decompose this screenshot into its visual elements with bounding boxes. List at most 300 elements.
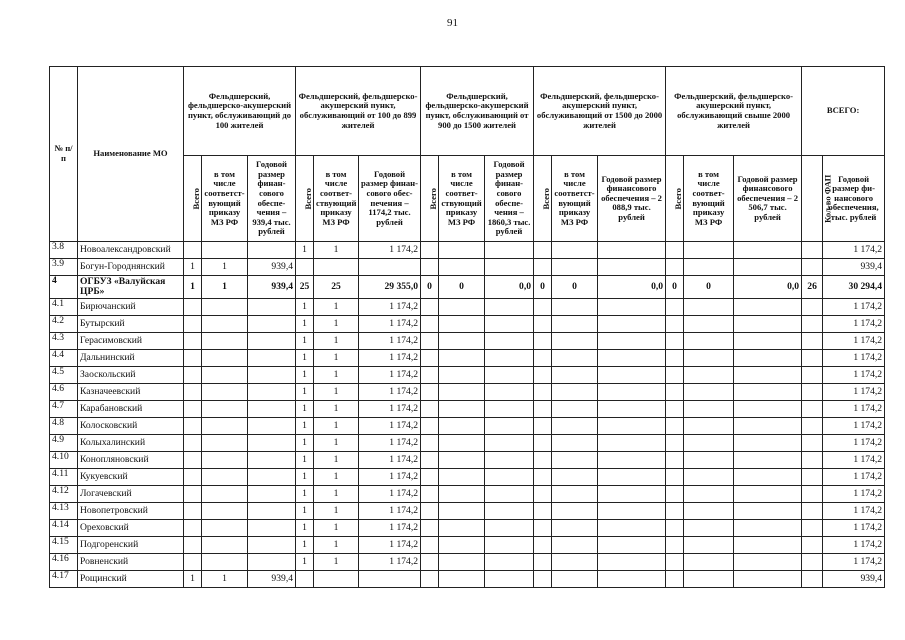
row-total-fin: 1 174,2 xyxy=(823,401,885,418)
header-kol-vo-fap: Кол-во ФАП xyxy=(802,156,823,242)
group-3-fin xyxy=(485,384,534,401)
group-1-vsego: 1 xyxy=(184,571,202,588)
row-total-fin: 1 174,2 xyxy=(823,435,885,452)
group-3-v-tom-chisle xyxy=(439,350,485,367)
group-1-fin: 939,4 xyxy=(248,276,296,299)
group-3-vsego xyxy=(421,242,439,259)
group-3-v-tom-chisle xyxy=(439,537,485,554)
row-fap-count xyxy=(802,418,823,435)
group-1-vsego xyxy=(184,367,202,384)
header-total-fin: Годовой размер фи-нансового обеспечения, тыс. рублей xyxy=(823,156,885,242)
row-name: Бутырский xyxy=(78,316,184,333)
group-4-fin xyxy=(598,316,666,333)
group-2-vsego xyxy=(296,571,314,588)
group-1-fin xyxy=(248,316,296,333)
group-5-fin xyxy=(734,452,802,469)
row-total-fin: 1 174,2 xyxy=(823,299,885,316)
group-2-v-tom-chisle: 1 xyxy=(314,350,359,367)
group-1-v-tom-chisle xyxy=(202,537,248,554)
group-3-fin xyxy=(485,401,534,418)
group-2-v-tom-chisle: 1 xyxy=(314,469,359,486)
group-3-v-tom-chisle: 0 xyxy=(439,276,485,299)
group-2-v-tom-chisle: 1 xyxy=(314,401,359,418)
header-group-3: Фельдшерский, фельдшерско-акушерский пункт, обслуживающий от 900 до 1500 жителей xyxy=(421,67,534,156)
group-3-v-tom-chisle xyxy=(439,571,485,588)
row-name: Подгоренский xyxy=(78,537,184,554)
group-2-fin: 1 174,2 xyxy=(359,469,421,486)
group-3-v-tom-chisle xyxy=(439,554,485,571)
table-row xyxy=(50,259,885,276)
group-1-v-tom-chisle xyxy=(202,486,248,503)
group-5-fin xyxy=(734,571,802,588)
row-total-fin: 1 174,2 xyxy=(823,537,885,554)
group-3-fin xyxy=(485,299,534,316)
group-3-vsego xyxy=(421,418,439,435)
group-1-v-tom-chisle xyxy=(202,418,248,435)
row-fap-count xyxy=(802,486,823,503)
table-row xyxy=(50,520,885,537)
group-3-fin xyxy=(485,435,534,452)
group-4-fin xyxy=(598,384,666,401)
row-total-fin: 1 174,2 xyxy=(823,316,885,333)
row-name: ОГБУЗ «Валуйская ЦРБ» xyxy=(78,276,184,299)
group-3-fin xyxy=(485,537,534,554)
group-5-vsego xyxy=(666,571,684,588)
group-5-fin xyxy=(734,367,802,384)
header-num: № п/п xyxy=(50,67,78,242)
group-2-fin xyxy=(359,571,421,588)
group-4-v-tom-chisle xyxy=(552,469,598,486)
group-1-v-tom-chisle xyxy=(202,503,248,520)
row-fap-count xyxy=(802,350,823,367)
group-3-fin xyxy=(485,469,534,486)
group-4-fin xyxy=(598,520,666,537)
header-vtom-5: в том числе соответ-вующий приказу МЗ РФ xyxy=(684,156,734,242)
group-1-v-tom-chisle: 1 xyxy=(202,571,248,588)
row-number: 4.9 xyxy=(50,435,78,452)
group-5-vsego xyxy=(666,316,684,333)
group-2-vsego: 1 xyxy=(296,537,314,554)
group-4-fin xyxy=(598,350,666,367)
group-2-vsego: 1 xyxy=(296,503,314,520)
header-godovoy-1: Годовой размер финан-сового обеспе-чения – 939,4 тыс. рублей xyxy=(248,156,296,242)
row-fap-count xyxy=(802,571,823,588)
group-4-v-tom-chisle xyxy=(552,537,598,554)
group-2-v-tom-chisle: 1 xyxy=(314,537,359,554)
group-4-vsego xyxy=(534,554,552,571)
group-5-v-tom-chisle xyxy=(684,520,734,537)
group-4-vsego xyxy=(534,452,552,469)
group-3-v-tom-chisle xyxy=(439,486,485,503)
group-3-fin xyxy=(485,350,534,367)
row-fap-count xyxy=(802,520,823,537)
row-number: 4.16 xyxy=(50,554,78,571)
group-4-fin xyxy=(598,503,666,520)
group-2-vsego xyxy=(296,259,314,276)
table-row xyxy=(50,401,885,418)
group-4-fin xyxy=(598,571,666,588)
row-fap-count xyxy=(802,242,823,259)
group-2-v-tom-chisle: 1 xyxy=(314,384,359,401)
group-3-vsego xyxy=(421,350,439,367)
group-2-vsego: 1 xyxy=(296,486,314,503)
group-5-fin xyxy=(734,384,802,401)
header-vtom-1: в том числе соответст-вующий приказу МЗ РФ xyxy=(202,156,248,242)
group-1-fin xyxy=(248,350,296,367)
row-number: 4.14 xyxy=(50,520,78,537)
row-total-fin: 939,4 xyxy=(823,259,885,276)
group-4-vsego xyxy=(534,418,552,435)
group-2-fin: 1 174,2 xyxy=(359,520,421,537)
group-4-fin xyxy=(598,367,666,384)
group-2-v-tom-chisle: 1 xyxy=(314,503,359,520)
group-1-vsego xyxy=(184,242,202,259)
header-vtom-2: в том числе соответ-ствующий приказу МЗ РФ xyxy=(314,156,359,242)
group-5-fin xyxy=(734,503,802,520)
table-header xyxy=(50,67,885,242)
group-4-fin xyxy=(598,486,666,503)
group-5-v-tom-chisle xyxy=(684,242,734,259)
table-row xyxy=(50,469,885,486)
header-godovoy-4: Годовой размер финансового обеспечения – 2 088,9 тыс. рублей xyxy=(598,156,666,242)
row-fap-count xyxy=(802,435,823,452)
group-2-fin: 1 174,2 xyxy=(359,384,421,401)
group-4-fin xyxy=(598,259,666,276)
group-5-vsego xyxy=(666,435,684,452)
group-1-fin xyxy=(248,486,296,503)
group-4-v-tom-chisle xyxy=(552,435,598,452)
group-1-v-tom-chisle xyxy=(202,435,248,452)
group-2-v-tom-chisle xyxy=(314,571,359,588)
group-3-fin xyxy=(485,503,534,520)
row-total-fin: 1 174,2 xyxy=(823,242,885,259)
group-5-v-tom-chisle xyxy=(684,259,734,276)
group-1-fin xyxy=(248,418,296,435)
group-4-v-tom-chisle xyxy=(552,401,598,418)
group-5-vsego xyxy=(666,469,684,486)
group-4-fin xyxy=(598,554,666,571)
group-2-fin: 1 174,2 xyxy=(359,242,421,259)
row-number: 4.8 xyxy=(50,418,78,435)
header-godovoy-5: Годовой размер финансового обеспечения – 2 506,7 тыс. рублей xyxy=(734,156,802,242)
group-1-vsego: 1 xyxy=(184,259,202,276)
group-4-vsego xyxy=(534,486,552,503)
group-3-v-tom-chisle xyxy=(439,316,485,333)
header-name: Наименование МО xyxy=(78,67,184,242)
group-4-v-tom-chisle xyxy=(552,367,598,384)
group-5-fin xyxy=(734,316,802,333)
row-number: 4.1 xyxy=(50,299,78,316)
group-2-v-tom-chisle: 1 xyxy=(314,554,359,571)
row-name: Карабановский xyxy=(78,401,184,418)
group-5-v-tom-chisle xyxy=(684,554,734,571)
row-name: Кукуевский xyxy=(78,469,184,486)
group-5-v-tom-chisle xyxy=(684,333,734,350)
group-1-v-tom-chisle xyxy=(202,299,248,316)
row-total-fin: 1 174,2 xyxy=(823,367,885,384)
group-4-vsego xyxy=(534,316,552,333)
group-3-vsego xyxy=(421,571,439,588)
group-5-vsego xyxy=(666,259,684,276)
group-2-vsego: 1 xyxy=(296,299,314,316)
group-5-fin xyxy=(734,537,802,554)
group-5-v-tom-chisle xyxy=(684,571,734,588)
group-1-fin xyxy=(248,435,296,452)
group-2-vsego: 1 xyxy=(296,469,314,486)
group-4-v-tom-chisle xyxy=(552,316,598,333)
group-4-v-tom-chisle xyxy=(552,554,598,571)
group-3-fin xyxy=(485,333,534,350)
group-2-fin: 1 174,2 xyxy=(359,350,421,367)
group-2-fin: 1 174,2 xyxy=(359,503,421,520)
row-fap-count: 26 xyxy=(802,276,823,299)
row-number: 4.7 xyxy=(50,401,78,418)
group-3-vsego: 0 xyxy=(421,276,439,299)
row-number: 4.13 xyxy=(50,503,78,520)
group-4-vsego xyxy=(534,259,552,276)
table-row xyxy=(50,242,885,259)
table-row xyxy=(50,452,885,469)
group-3-v-tom-chisle xyxy=(439,435,485,452)
row-number: 4.15 xyxy=(50,537,78,554)
group-5-vsego xyxy=(666,503,684,520)
group-5-vsego xyxy=(666,554,684,571)
group-1-v-tom-chisle xyxy=(202,367,248,384)
group-4-v-tom-chisle xyxy=(552,299,598,316)
table-row xyxy=(50,554,885,571)
group-2-v-tom-chisle: 1 xyxy=(314,486,359,503)
group-4-v-tom-chisle xyxy=(552,242,598,259)
row-name: Заоскольский xyxy=(78,367,184,384)
table-row xyxy=(50,316,885,333)
group-5-v-tom-chisle xyxy=(684,486,734,503)
group-3-v-tom-chisle xyxy=(439,299,485,316)
group-3-fin xyxy=(485,418,534,435)
group-5-fin xyxy=(734,333,802,350)
group-1-v-tom-chisle: 1 xyxy=(202,259,248,276)
header-group-2: Фельдшерский, фельдшерско-акушерский пункт, обслуживающий от 100 до 899 жителей xyxy=(296,67,421,156)
group-3-fin xyxy=(485,554,534,571)
group-1-v-tom-chisle: 1 xyxy=(202,276,248,299)
row-name: Колыхалинский xyxy=(78,435,184,452)
row-total-fin: 1 174,2 xyxy=(823,503,885,520)
row-fap-count xyxy=(802,452,823,469)
group-4-fin xyxy=(598,452,666,469)
group-4-v-tom-chisle xyxy=(552,418,598,435)
group-2-vsego: 1 xyxy=(296,554,314,571)
group-2-fin: 1 174,2 xyxy=(359,333,421,350)
table-row xyxy=(50,503,885,520)
group-4-v-tom-chisle xyxy=(552,571,598,588)
group-5-v-tom-chisle xyxy=(684,452,734,469)
group-4-fin xyxy=(598,333,666,350)
row-fap-count xyxy=(802,554,823,571)
row-total-fin: 1 174,2 xyxy=(823,469,885,486)
row-number: 4.3 xyxy=(50,333,78,350)
group-3-fin xyxy=(485,367,534,384)
group-2-v-tom-chisle xyxy=(314,259,359,276)
row-number: 3.9 xyxy=(50,259,78,276)
group-5-vsego xyxy=(666,384,684,401)
table-row xyxy=(50,333,885,350)
row-fap-count xyxy=(802,333,823,350)
group-4-v-tom-chisle xyxy=(552,452,598,469)
table-row xyxy=(50,486,885,503)
group-4-vsego xyxy=(534,299,552,316)
group-3-vsego xyxy=(421,554,439,571)
table-row xyxy=(50,350,885,367)
group-5-v-tom-chisle xyxy=(684,469,734,486)
group-1-v-tom-chisle xyxy=(202,401,248,418)
group-4-fin xyxy=(598,299,666,316)
group-2-vsego: 1 xyxy=(296,435,314,452)
header-vtom-3: в том числе соответ-ствующий приказу МЗ РФ xyxy=(439,156,485,242)
group-5-fin xyxy=(734,486,802,503)
group-2-v-tom-chisle: 1 xyxy=(314,242,359,259)
group-4-v-tom-chisle xyxy=(552,259,598,276)
header-godovoy-2: Годовой размер финан-сового обес-печения – 1174,2 тыс. рублей xyxy=(359,156,421,242)
table-row xyxy=(50,418,885,435)
row-total-fin: 1 174,2 xyxy=(823,554,885,571)
group-3-v-tom-chisle xyxy=(439,242,485,259)
row-fap-count xyxy=(802,299,823,316)
row-total-fin: 1 174,2 xyxy=(823,418,885,435)
group-4-v-tom-chisle xyxy=(552,384,598,401)
table-row xyxy=(50,435,885,452)
group-2-v-tom-chisle: 1 xyxy=(314,435,359,452)
row-total-fin: 30 294,4 xyxy=(823,276,885,299)
group-3-v-tom-chisle xyxy=(439,418,485,435)
group-3-v-tom-chisle xyxy=(439,367,485,384)
group-1-vsego xyxy=(184,435,202,452)
group-3-vsego xyxy=(421,503,439,520)
group-2-fin xyxy=(359,259,421,276)
group-5-vsego xyxy=(666,520,684,537)
group-3-fin xyxy=(485,242,534,259)
table-row xyxy=(50,571,885,588)
group-2-fin: 1 174,2 xyxy=(359,554,421,571)
group-3-vsego xyxy=(421,520,439,537)
group-2-fin: 1 174,2 xyxy=(359,418,421,435)
group-1-vsego xyxy=(184,350,202,367)
group-5-fin xyxy=(734,401,802,418)
group-2-vsego: 1 xyxy=(296,316,314,333)
table-body xyxy=(50,242,885,588)
group-2-fin: 1 174,2 xyxy=(359,316,421,333)
group-4-fin xyxy=(598,435,666,452)
group-5-vsego xyxy=(666,401,684,418)
group-4-v-tom-chisle: 0 xyxy=(552,276,598,299)
group-1-fin xyxy=(248,367,296,384)
group-5-vsego: 0 xyxy=(666,276,684,299)
group-2-fin: 1 174,2 xyxy=(359,299,421,316)
group-4-vsego xyxy=(534,503,552,520)
group-5-vsego xyxy=(666,486,684,503)
group-2-v-tom-chisle: 1 xyxy=(314,367,359,384)
group-3-fin xyxy=(485,452,534,469)
group-5-fin xyxy=(734,299,802,316)
row-fap-count xyxy=(802,503,823,520)
group-1-fin xyxy=(248,452,296,469)
group-3-vsego xyxy=(421,486,439,503)
group-3-vsego xyxy=(421,469,439,486)
group-1-v-tom-chisle xyxy=(202,242,248,259)
group-4-vsego xyxy=(534,350,552,367)
group-4-vsego xyxy=(534,384,552,401)
row-name: Бирючанский xyxy=(78,299,184,316)
group-1-vsego: 1 xyxy=(184,276,202,299)
group-1-vsego xyxy=(184,554,202,571)
row-fap-count xyxy=(802,537,823,554)
group-4-vsego xyxy=(534,401,552,418)
header-group-4: Фельдшерский, фельдшерско-акушерский пункт, обслуживающий от 1500 до 2000 жителей xyxy=(534,67,666,156)
header-vsego-3: Всего xyxy=(421,156,439,242)
group-1-vsego xyxy=(184,537,202,554)
row-name: Конопляновский xyxy=(78,452,184,469)
group-1-vsego xyxy=(184,520,202,537)
group-2-fin: 1 174,2 xyxy=(359,367,421,384)
group-3-vsego xyxy=(421,259,439,276)
row-name: Ровненский xyxy=(78,554,184,571)
header-vsego-1: Всего xyxy=(184,156,202,242)
group-1-vsego xyxy=(184,486,202,503)
row-number: 4.10 xyxy=(50,452,78,469)
row-total-fin: 1 174,2 xyxy=(823,333,885,350)
row-name: Колосковский xyxy=(78,418,184,435)
row-name: Богун-Городнянский xyxy=(78,259,184,276)
group-3-v-tom-chisle xyxy=(439,452,485,469)
group-3-v-tom-chisle xyxy=(439,401,485,418)
header-total: ВСЕГО: xyxy=(802,67,885,156)
group-1-fin xyxy=(248,333,296,350)
group-2-fin: 1 174,2 xyxy=(359,486,421,503)
group-1-fin: 939,4 xyxy=(248,259,296,276)
row-fap-count xyxy=(802,384,823,401)
group-4-vsego xyxy=(534,520,552,537)
group-3-fin xyxy=(485,571,534,588)
group-3-vsego xyxy=(421,435,439,452)
row-name: Ореховский xyxy=(78,520,184,537)
row-fap-count xyxy=(802,401,823,418)
row-number: 4.11 xyxy=(50,469,78,486)
group-2-fin: 1 174,2 xyxy=(359,452,421,469)
group-5-v-tom-chisle xyxy=(684,503,734,520)
row-name: Казначеевский xyxy=(78,384,184,401)
group-5-vsego xyxy=(666,350,684,367)
group-5-fin xyxy=(734,242,802,259)
row-total-fin: 1 174,2 xyxy=(823,520,885,537)
row-total-fin: 1 174,2 xyxy=(823,350,885,367)
row-total-fin: 939,4 xyxy=(823,571,885,588)
group-5-v-tom-chisle: 0 xyxy=(684,276,734,299)
row-name: Герасимовский xyxy=(78,333,184,350)
group-1-fin xyxy=(248,520,296,537)
group-3-v-tom-chisle xyxy=(439,333,485,350)
header-vsego-2: Всего xyxy=(296,156,314,242)
group-4-vsego xyxy=(534,537,552,554)
group-3-fin xyxy=(485,316,534,333)
header-godovoy-3: Годовой размер финан-сового обеспе-чения – 1860,3 тыс. рублей xyxy=(485,156,534,242)
group-1-v-tom-chisle xyxy=(202,520,248,537)
group-3-vsego xyxy=(421,384,439,401)
group-1-fin xyxy=(248,554,296,571)
group-5-fin: 0,0 xyxy=(734,276,802,299)
group-3-v-tom-chisle xyxy=(439,469,485,486)
row-number: 4.17 xyxy=(50,571,78,588)
group-3-v-tom-chisle xyxy=(439,520,485,537)
group-1-fin xyxy=(248,537,296,554)
group-5-v-tom-chisle xyxy=(684,537,734,554)
